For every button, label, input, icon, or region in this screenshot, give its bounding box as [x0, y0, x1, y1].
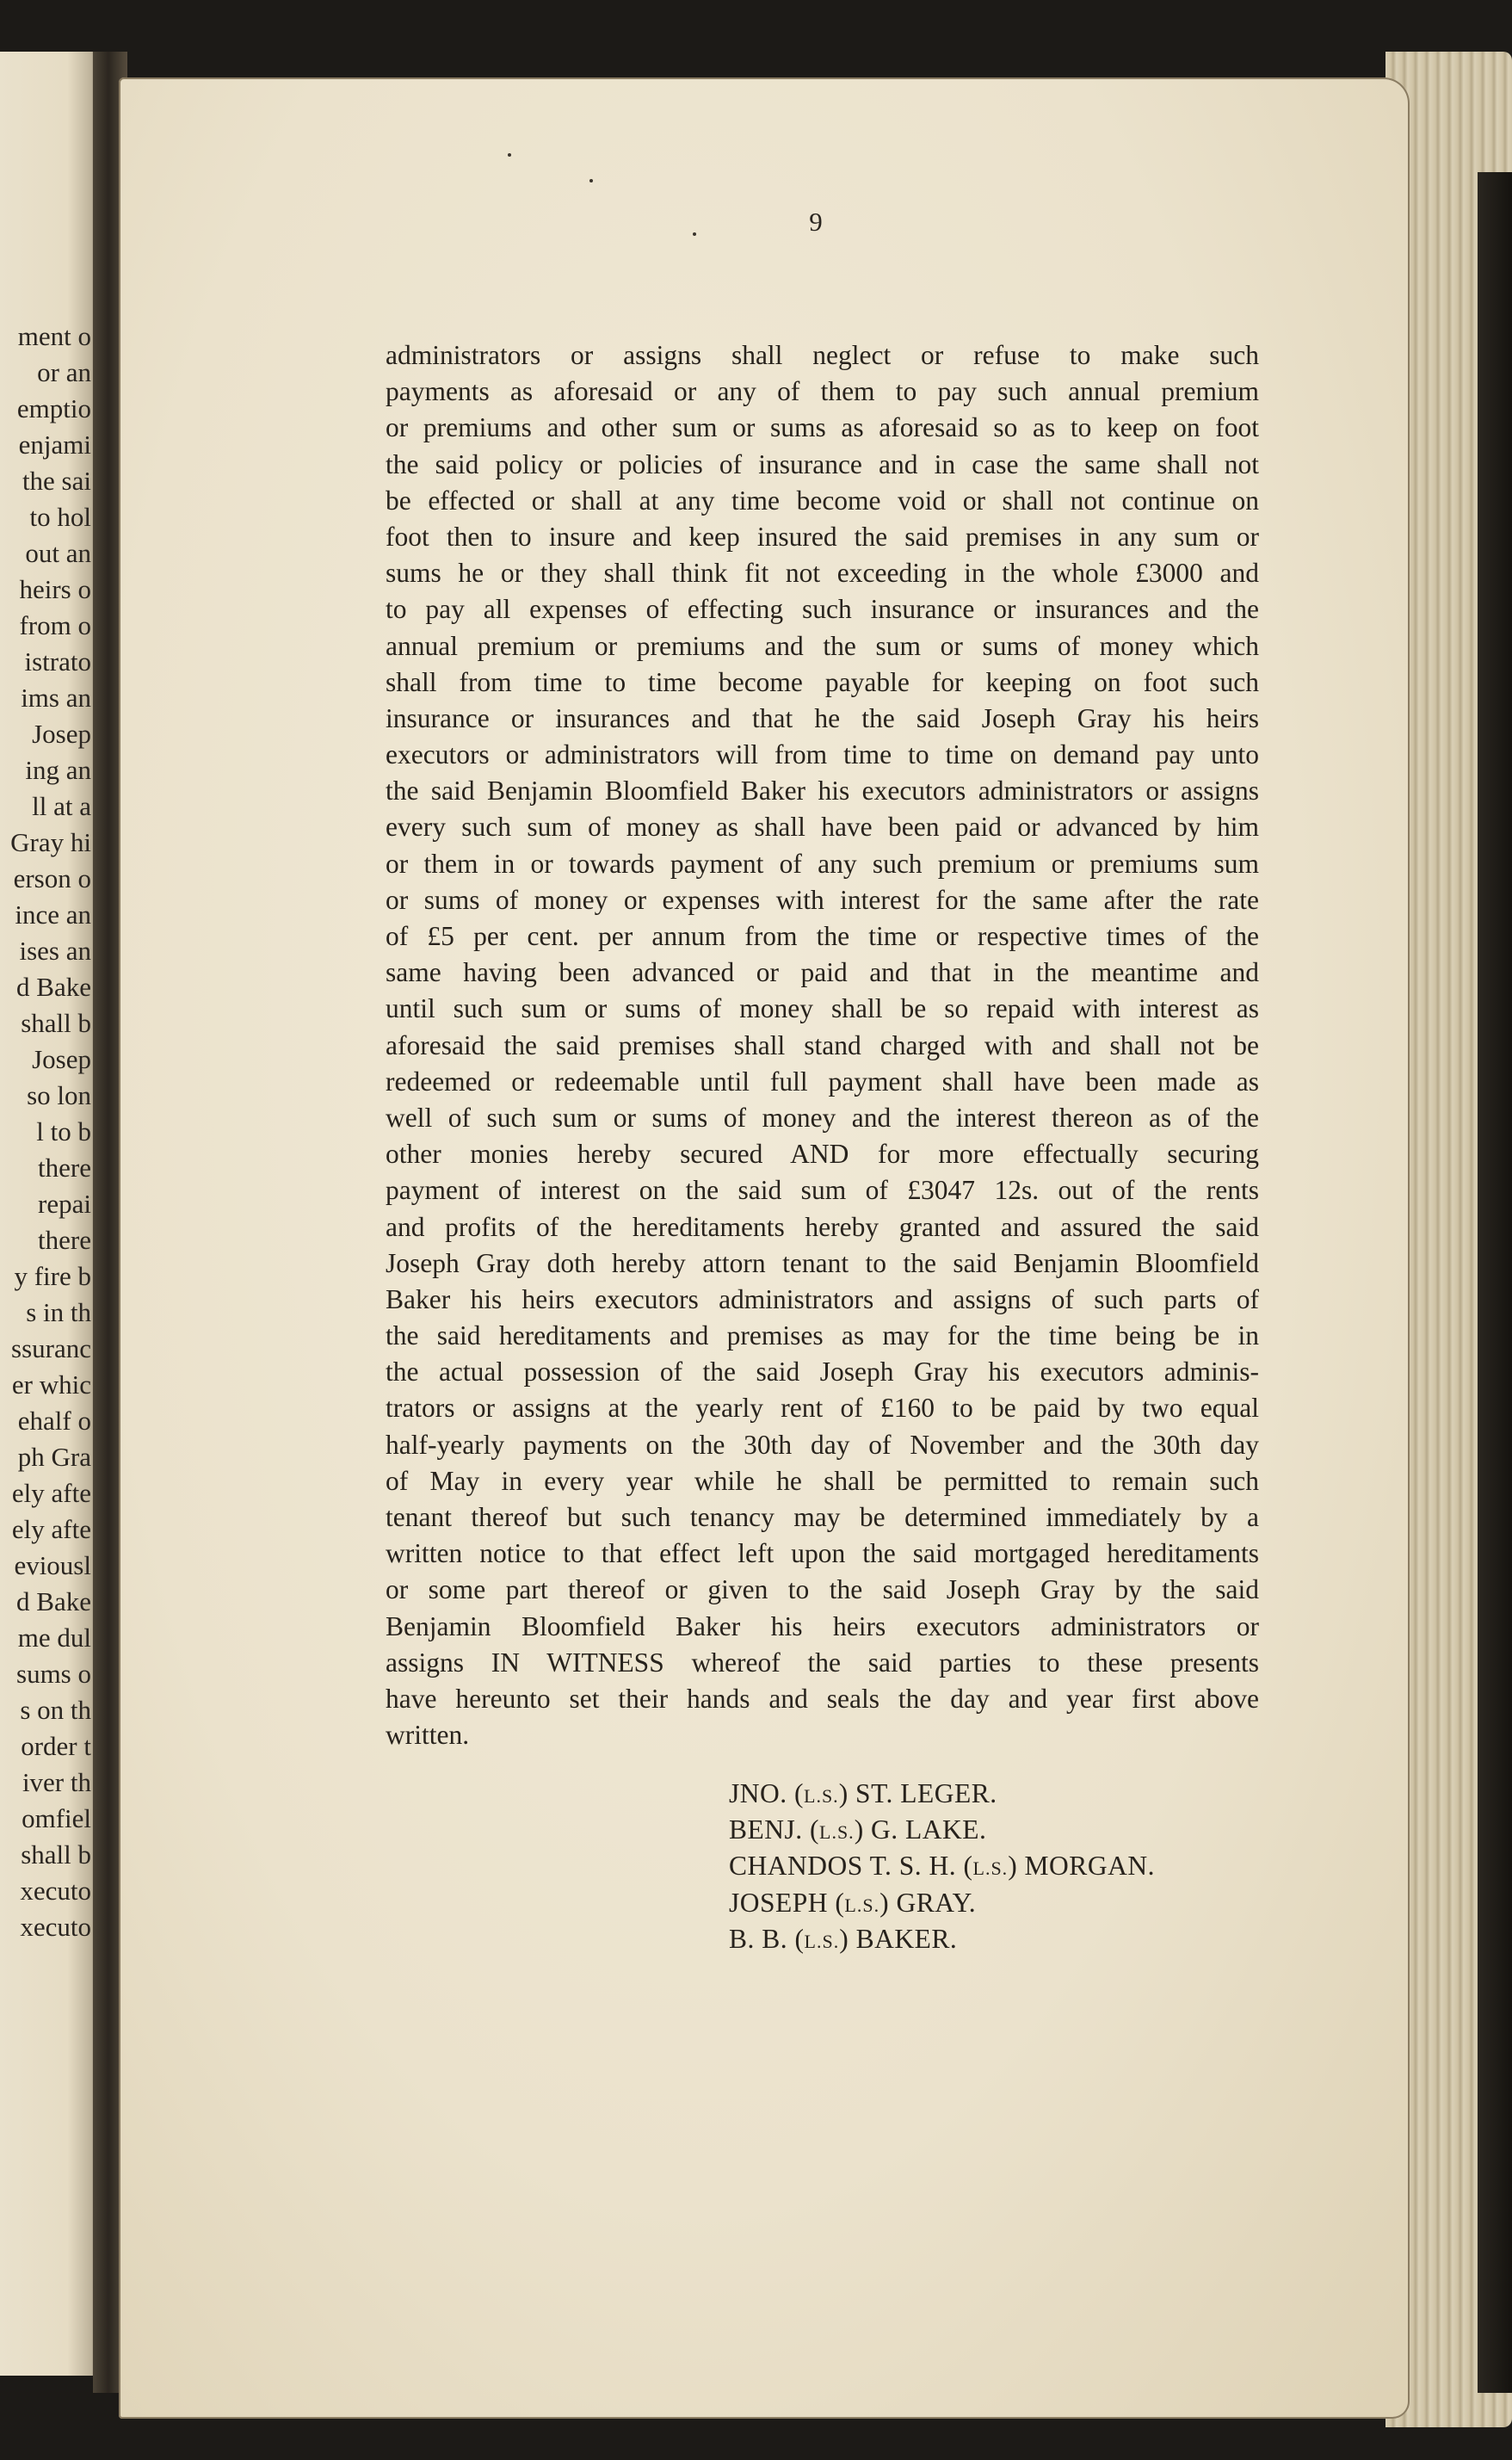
- left-page-fragment: erson o: [13, 863, 91, 893]
- text-line: annual premium or premiums and the sum or sums of money which: [386, 630, 1259, 661]
- left-page-fragment: ll at a: [32, 791, 91, 821]
- left-page-fragment: istrato: [24, 646, 91, 677]
- left-page-fragment: the sai: [22, 466, 91, 496]
- text-line: Benjamin Bloomfield Baker his heirs executors administrators or: [386, 1610, 1259, 1641]
- left-page-fragment: from o: [19, 610, 91, 640]
- text-line: aforesaid the said premises shall stand charged with and shall not be: [386, 1029, 1259, 1060]
- text-line: or them in or towards payment of any such premium or premiums sum: [386, 848, 1259, 879]
- left-page-fragment: Josep: [32, 719, 91, 749]
- left-page-fragment: ely afte: [11, 1478, 91, 1508]
- seal-mark: L.S.: [844, 1894, 880, 1916]
- text-line: written notice to that effect left upon the said mortgaged hereditaments: [386, 1538, 1259, 1569]
- left-page-fragment: s in th: [26, 1297, 91, 1327]
- text-line: until such sum or sums of money shall be so repaid with interest as: [386, 993, 1259, 1024]
- signatory-surname: ) MORGAN.: [1008, 1851, 1155, 1882]
- text-line: be effected or shall at any time become void or shall not continue on: [386, 485, 1259, 516]
- signatory-surname: ) ST. LEGER.: [838, 1778, 997, 1808]
- left-page-fragment: shall b: [21, 1008, 91, 1038]
- text-line: Joseph Gray doth hereby attorn tenant to the said Benjamin Bloomfield: [386, 1247, 1259, 1278]
- text-line: of May in every year while he shall be permitted to remain such: [386, 1465, 1259, 1496]
- text-line: redeemed or redeemable until full payment shall have been made as: [386, 1066, 1259, 1097]
- text-line: well of such sum or sums of money and the interest thereon as of the: [386, 1102, 1259, 1133]
- left-page-fragment: er whic: [11, 1369, 91, 1400]
- text-line: or premiums and other sum or sums as aforesaid so as to keep on foot: [386, 412, 1259, 443]
- left-page-fragment: y fire b: [14, 1261, 91, 1291]
- left-page-fragment: to hol: [29, 502, 91, 532]
- text-line: payments as aforesaid or any of them to pay such annual premium: [386, 376, 1259, 407]
- text-line: and profits of the hereditaments hereby granted and assured the said: [386, 1211, 1259, 1242]
- text-line: written.: [386, 1720, 470, 1751]
- signatory-name-part: JNO. (: [729, 1778, 804, 1808]
- left-page-fragment: out an: [25, 538, 91, 568]
- signatory-line: [729, 1921, 1155, 1957]
- signatory-name-part: JOSEPH (: [729, 1887, 845, 1918]
- text-line: other monies hereby secured AND for more effectually securing: [386, 1139, 1259, 1170]
- left-page: [0, 52, 96, 2376]
- paper-speck: [589, 179, 593, 182]
- text-line: the said policy or policies of insurance and in case the same shall not: [386, 448, 1259, 479]
- text-line: insurance or insurances and that he the said Joseph Gray his heirs: [386, 702, 1259, 733]
- text-line: trators or assigns at the yearly rent of £160 to be paid by two equal: [386, 1393, 1259, 1424]
- signatory-line: [729, 1848, 1155, 1884]
- signatory-name-part: B. B. (: [729, 1923, 805, 1954]
- left-page-fragment: s on th: [20, 1695, 91, 1725]
- signatory-line: [729, 1812, 1155, 1848]
- left-page-fragment: shall b: [21, 1839, 91, 1870]
- signatory-name-part: BENJ. (: [729, 1814, 819, 1845]
- left-page-fragment: ims an: [21, 683, 91, 713]
- text-line: the said hereditaments and premises as may for the time being be in: [386, 1320, 1259, 1351]
- text-line: have hereunto set their hands and seals the day and year first above: [386, 1683, 1259, 1714]
- seal-mark: L.S.: [972, 1857, 1009, 1880]
- left-page-fragment: l to b: [36, 1116, 91, 1147]
- text-line: or some part thereof or given to the said Joseph Gray by the said: [386, 1574, 1259, 1605]
- signatory-surname: ) BAKER.: [839, 1923, 958, 1954]
- paper-speck: [508, 153, 511, 157]
- left-page-fragment: d Bake: [16, 1586, 91, 1616]
- text-line: of £5 per cent. per annum from the time or respective times of the: [386, 921, 1259, 951]
- text-line: the said Benjamin Bloomfield Baker his executors administrators or assigns: [386, 776, 1259, 807]
- left-page-fragment: heirs o: [19, 574, 91, 604]
- signatory-surname: ) GRAY.: [879, 1887, 977, 1918]
- text-line: to pay all expenses of effecting such insurance or insurances and the: [386, 594, 1259, 625]
- left-page-fragment: so lon: [27, 1080, 91, 1110]
- left-page-fragment: eviousl: [14, 1550, 91, 1580]
- left-page-fragment: ises an: [19, 936, 91, 966]
- left-page-fragment: Gray hi: [10, 827, 91, 857]
- left-page-fragment: enjami: [18, 430, 91, 460]
- text-line: assigns IN WITNESS whereof the said parties to these presents: [386, 1647, 1259, 1678]
- left-page-fragment: ment o: [17, 321, 91, 351]
- page-number: 9: [809, 207, 823, 237]
- text-line: every such sum of money as shall have been paid or advanced by him: [386, 812, 1259, 843]
- left-page-fragment: order t: [21, 1731, 91, 1761]
- left-page-fragment: ssuranc: [11, 1333, 91, 1363]
- left-page-fragment: there: [38, 1225, 91, 1255]
- signatory-line: [729, 1885, 1155, 1921]
- deed-body-text: [386, 337, 1259, 1753]
- signatory-surname: ) G. LAKE.: [854, 1814, 987, 1845]
- left-page-fragment: Josep: [32, 1044, 91, 1074]
- signatory-line: [729, 1776, 1155, 1812]
- text-line: shall from time to time become payable for keeping on foot such: [386, 666, 1259, 697]
- left-page-fragment: repai: [38, 1189, 91, 1219]
- text-line: sums he or they shall think fit not exceeding in the whole £3000 and: [386, 558, 1259, 589]
- left-page-fragment: sums o: [16, 1659, 91, 1689]
- left-page-fragment: there: [38, 1153, 91, 1183]
- left-page-fragment: omfiel: [22, 1803, 91, 1833]
- seal-mark: L.S.: [804, 1930, 840, 1952]
- left-page-fragment: iver th: [22, 1767, 91, 1797]
- text-line: half-yearly payments on the 30th day of November and the 30th day: [386, 1429, 1259, 1460]
- text-line: foot then to insure and keep insured the said premises in any sum or: [386, 521, 1259, 552]
- left-page-fragment: ince an: [15, 899, 91, 930]
- seal-mark: L.S.: [819, 1821, 855, 1844]
- text-line: administrators or assigns shall neglect or refuse to make such: [386, 340, 1259, 370]
- text-line: executors or administrators will from time to time on demand pay unto: [386, 739, 1259, 770]
- left-page-fragment: xecuto: [20, 1912, 91, 1942]
- text-line: same having been advanced or paid and that in the meantime and: [386, 957, 1259, 988]
- text-line: or sums of money or expenses with interest for the same after the rate: [386, 884, 1259, 915]
- left-page-fragment: emptio: [16, 393, 91, 423]
- left-page-text: [0, 318, 91, 1945]
- left-page-fragment: me dul: [17, 1622, 91, 1653]
- text-line: Baker his heirs executors administrators and assigns of such parts of: [386, 1283, 1259, 1314]
- left-page-fragment: or an: [37, 357, 91, 387]
- signatory-name-part: CHANDOS T. S. H. (: [729, 1851, 973, 1882]
- left-page-fragment: ing an: [25, 755, 91, 785]
- text-line: tenant thereof but such tenancy may be determined immediately by a: [386, 1502, 1259, 1532]
- left-page-fragment: ehalf o: [17, 1406, 91, 1436]
- seal-mark: L.S.: [804, 1785, 839, 1807]
- left-page-fragment: ely afte: [11, 1514, 91, 1544]
- text-line: payment of interest on the said sum of £3047 12s. out of the rents: [386, 1175, 1259, 1206]
- signature-block: [729, 1776, 1155, 1957]
- left-page-fragment: ph Gra: [17, 1442, 91, 1472]
- left-page-fragment: d Bake: [16, 972, 91, 1002]
- text-line: the actual possession of the said Joseph Gray his executors adminis-: [386, 1357, 1259, 1388]
- left-page-fragment: xecuto: [20, 1876, 91, 1906]
